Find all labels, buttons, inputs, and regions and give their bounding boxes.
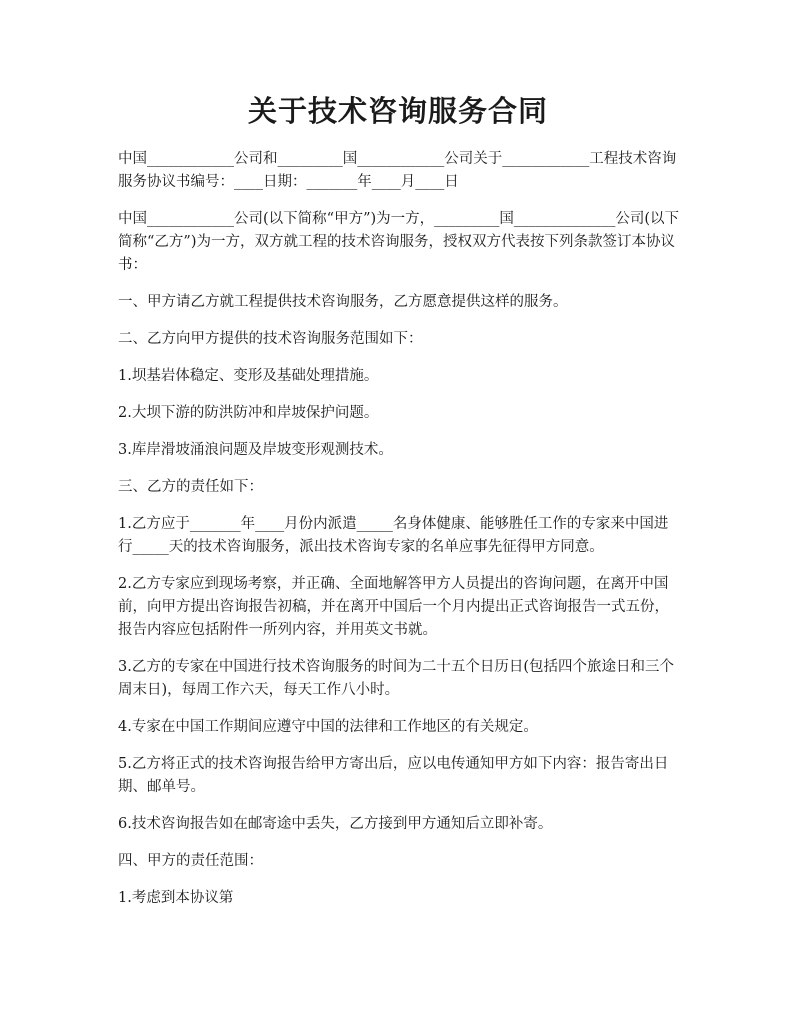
paragraph: 6.技术咨询报告如在邮寄途中丢失，乙方接到甲方通知后立即补寄。 xyxy=(118,816,553,832)
paragraph: 中国____________公司和_________国____________公司关于____________工程技术咨询服务协议书编号：____日期：_______年____月____日 xyxy=(118,151,677,190)
paragraph: 一、甲方请乙方就工程提供技术咨询服务，乙方愿意提供这样的服务。 xyxy=(118,294,568,310)
paragraph: 二、乙方向甲方提供的技术咨询服务范围如下： xyxy=(118,331,423,347)
paragraph: 1.坝基岩体稳定、变形及基础处理措施。 xyxy=(118,368,379,384)
paragraph: 3.乙方的专家在中国进行技术咨询服务的时间为二十五个日历日(包括四个旅途日和三个周末日)，每周工作六天，每天工作八小时。 xyxy=(118,659,674,698)
paragraph: 中国____________公司(以下简称“甲方”)为一方，_________国______________公司(以下简称“乙方”)为一方，双方就工程的技术咨询服务，授权双方代表按下列条款签订本协议书： xyxy=(118,211,680,273)
paragraph: 5.乙方将正式的技术咨询报告给甲方寄出后，应以电传通知甲方如下内容：报告寄出日期、邮单号。 xyxy=(118,756,669,795)
paragraph: 2.大坝下游的防洪防冲和岸坡保护问题。 xyxy=(118,405,379,421)
paragraph: 三、乙方的责任如下： xyxy=(118,479,263,495)
document-title: 关于技术咨询服务合同 xyxy=(247,94,548,128)
document-body xyxy=(118,148,680,924)
paragraph: 4.专家在中国工作期间应遵守中国的法律和工作地区的有关规定。 xyxy=(118,719,538,735)
paragraph: 2.乙方专家应到现场考察，并正确、全面地解答甲方人员提出的咨询问题，在离开中国前，向甲方提出咨询报告初稿，并在离开中国后一个月内提出正式咨询报告一式五份，报告内容应包括附件一所列内容，并用英文书就。 xyxy=(118,576,669,638)
paragraph: 1.考虑到本协议第 xyxy=(118,890,234,906)
paragraph: 3.库岸滑坡涌浪问题及岸坡变形观测技术。 xyxy=(118,442,393,458)
paragraph: 四、甲方的责任范围： xyxy=(118,853,263,869)
paragraph: 1.乙方应于_______年____月份内派遣_____名身体健康、能够胜任工作的专家来中国进行_____天的技术咨询服务，派出技术咨询专家的名单应事先征得甲方同意。 xyxy=(118,516,669,555)
